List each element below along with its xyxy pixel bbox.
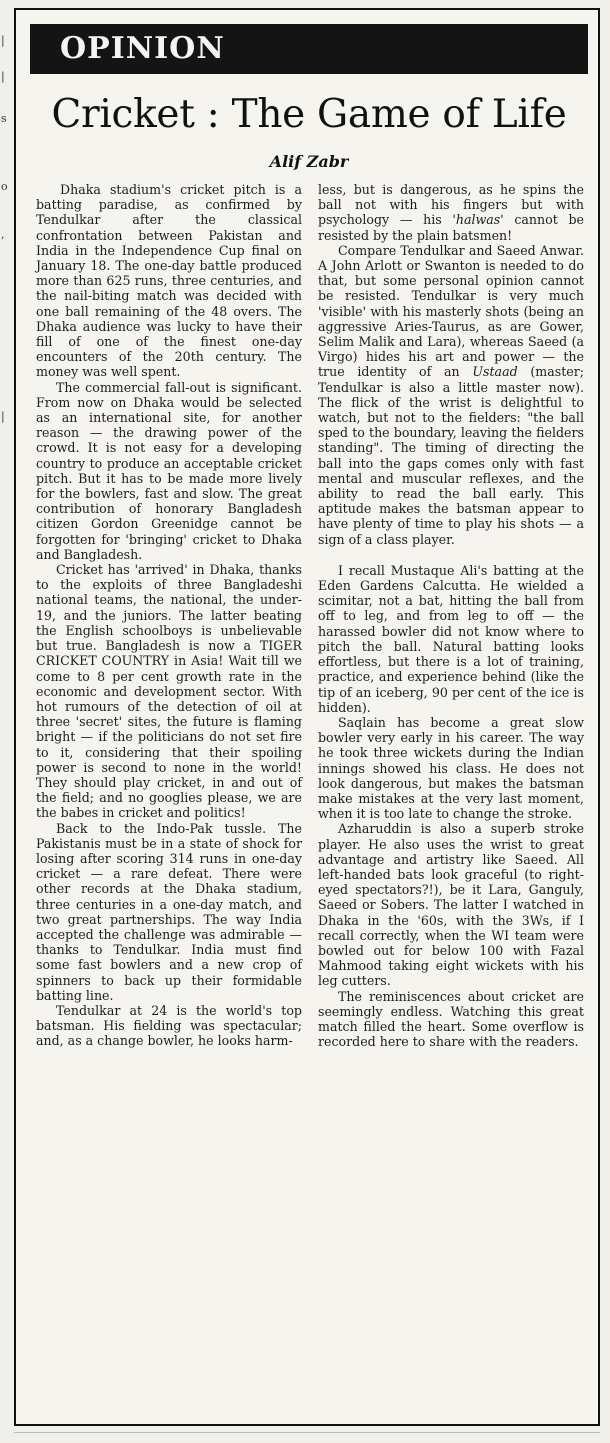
article-frame [14,8,600,1426]
gutter-mark: s [1,112,7,125]
gutter-mark: | [1,410,5,423]
left-column [36,182,302,1049]
paragraph: Saqlain has become a great slow bowler very early in his career. The way he took three wickets during the Indian innings showed his class. He does not look dangerous, but makes the batsman make mistakes at the very last moment, when it is too late to change the stroke. [318,714,584,822]
article-headline: Cricket : The Game of Life [51,92,567,137]
italic-term: 'halwas' [452,212,504,228]
paragraph [318,243,584,547]
right-column [318,182,584,1049]
gutter-mark: | [1,70,5,83]
paragraph: Dhaka stadium's cricket pitch is a batting paradise, as confirmed by Tendulkar after the classical confrontation between Pakistan and India in the Independence Cup final on January 18. The one-day battle produced more than 625 runs, three centuries, and the nail-biting match was decided with one ball remaining of the 48 overs. The Dhaka audience was lucky to have their fill of one of the finest one-day encounters of the 20th century. The money was well spent. [36,182,302,380]
gutter-mark: o [1,180,8,193]
paragraph: Azharuddin is also a superb stroke player. He also uses the wrist to great advantage and artistry like Saeed. All left-handed bats look graceful (to right-eyed spectators?!), be it Lara, Ganguly, Saeed or Sobers. The latter I watched in Dhaka in the '60s, with the 3Ws, if I recall correctly, when the WI team were bowled out for below 100 with Fazal Mahmood taking eight wickets with his leg cutters. [318,821,584,989]
text-run: cannot be resisted by the plain batsmen! [318,212,584,243]
bottom-rule [14,1432,600,1433]
paragraph: Back to the Indo-Pak tussle. The Pakistanis must be in a state of shock for losing after scoring 314 runs in one-day cricket — a rare defeat. There were other records at the Dhaka stadium, three centuries in a one-day match, and two great partnerships. The way India accepted the challenge was admirable — thanks to Tendulkar. India must find some fast bowlers and a new crop of spinners to back up their formidable batting line. [36,820,302,1003]
paragraph: Cricket has 'arrived' in Dhaka, thanks to the exploits of three Bangladeshi national teams, the national, the under-19, and the juniors. The latter beating the English schoolboys is unbelievable but true. Bangladesh is now a TIGER CRICKET COUNTRY in Asia! Wait till we come to 8 per cent growth rate in the economic and development sector. With hot rumours of the detection of oil at three 'secret' sites, the future is flaming bright — if the politicians do not set fire to it, considering that their spoiling power is second to none in the world! They should play cricket, in and out of the field; and no googlies please, we are the babes in cricket and politics! [36,562,302,821]
paragraph: The reminiscences about cricket are seemingly endless. Watching this great match filled the heart. Some overflow is recorded here to share with the readers. [318,988,584,1050]
section-label: OPINION [60,31,225,66]
section-banner [30,24,588,74]
gutter-mark: , [1,228,5,241]
italic-term: Ustaad [472,364,518,380]
text-run: less, but is dangerous, as he spins the ball not with his fingers but with psychology — his [318,182,584,228]
page-gutter [0,0,10,1443]
text-run: Compare Tendulkar and Saeed Anwar. A John Arlott or Swanton is needed to do that, but some personal opinion cannot be resisted. Tendulkar is very much 'visible' with his masterly shots (being an aggressive Aries-Taurus, as are Gower, Selim Malik and Lara), whereas Saeed (a Virgo) hides his art and power — the true identity of an [318,242,584,380]
paragraph: The commercial fall-out is significant. From now on Dhaka would be selected as an international site, for another reason — the drawing power of the crowd. It is not easy for a developing country to produce an acceptable cricket pitch. But it has to be made more lively for the bowlers, fast and slow. The great contribution of honorary Bangladesh citizen Gordon Greenidge cannot be forgotten for 'bringing' cricket to Dhaka and Bangladesh. [36,379,302,562]
gutter-mark: | [1,34,5,47]
paragraph: Tendulkar at 24 is the world's top batsman. His fielding was spectacular; and, as a change bowler, he looks harm- [36,1002,302,1049]
text-run: (master; Tendulkar is also a little master now). The flick of the wrist is delightful to watch, but not to the fielders: "the ball sped to the boundary, leaving the fielders standing". The timing of directing the ball into the gaps comes only with fast mental and muscular reflexes, and the ability to read the ball early. This aptitude makes the batsman appear to have plenty of time to play his shots — a sign of a class player. [318,364,584,547]
paragraph: I recall Mustaque Ali's batting at the Eden Gardens Calcutta. He wielded a scimitar, not a bat, hitting the ball from off to leg, and from leg to off — the harassed bowler did not know where to pitch the ball. Natural batting looks effortless, but there is a lot of training, practice, and experience behind (like the tip of an iceberg, 90 per cent of the ice is hidden). [318,562,584,715]
continued-paragraph [318,182,584,243]
author-byline: Alif Zabr [269,152,349,171]
